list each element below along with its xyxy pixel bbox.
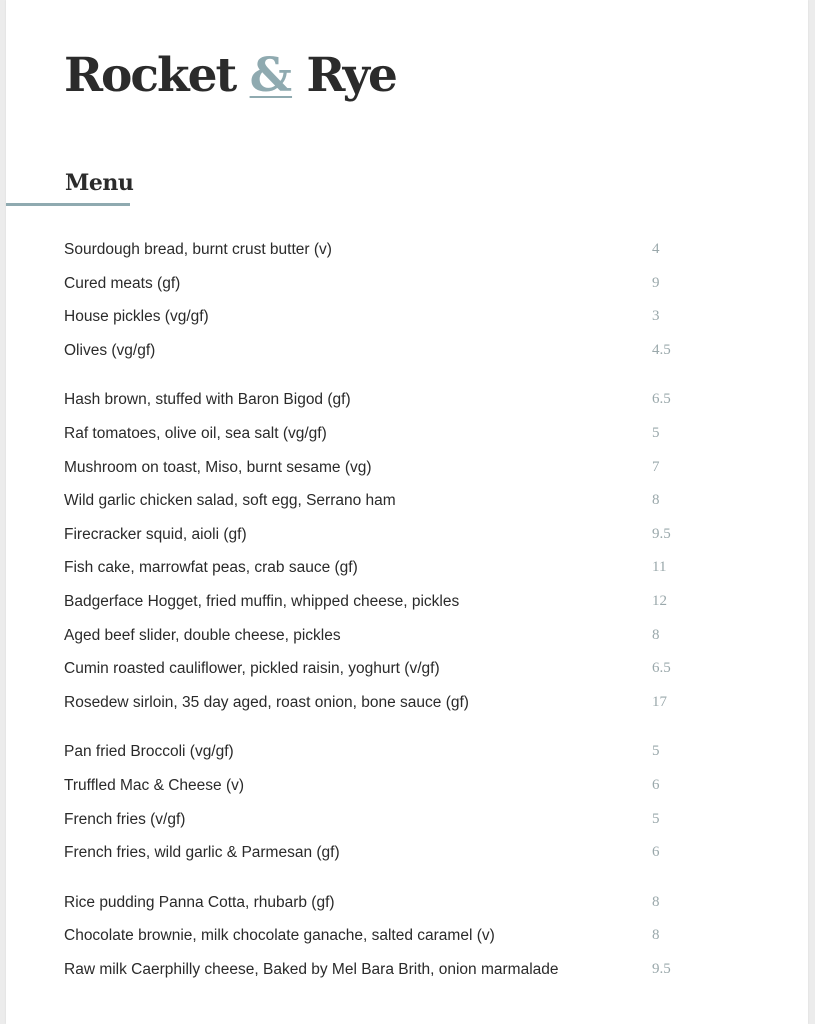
menu-item-price: 9.5 xyxy=(652,525,671,542)
menu-section xyxy=(64,886,704,987)
menu-item-price: 8 xyxy=(652,626,660,643)
menu-item-name: French fries, wild garlic & Parmesan (gf) xyxy=(64,844,340,862)
menu-item-price: 8 xyxy=(652,927,660,944)
menu-item-price: 17 xyxy=(652,693,667,710)
menu-page xyxy=(6,0,808,1024)
menu-item-price: 6 xyxy=(652,844,660,861)
menu-item-name: Aged beef slider, double cheese, pickles xyxy=(64,626,341,644)
menu-item-name: Mushroom on toast, Miso, burnt sesame (vg) xyxy=(64,458,372,476)
menu-item xyxy=(64,803,704,837)
menu-item-price: 7 xyxy=(652,458,660,475)
menu-list xyxy=(64,233,704,1002)
menu-item-price: 8 xyxy=(652,893,660,910)
menu-item-name: Wild garlic chicken salad, soft egg, Serrano ham xyxy=(64,492,396,510)
menu-section xyxy=(64,383,704,719)
menu-item-price: 6 xyxy=(652,776,660,793)
menu-item-price: 5 xyxy=(652,743,660,760)
menu-item xyxy=(64,484,704,518)
menu-item xyxy=(64,300,704,334)
menu-item-name: Rice pudding Panna Cotta, rhubarb (gf) xyxy=(64,893,335,911)
brand-ampersand: & xyxy=(249,48,293,103)
menu-item xyxy=(64,619,704,653)
menu-item-name: Raf tomatoes, olive oil, sea salt (vg/gf) xyxy=(64,424,327,442)
menu-item xyxy=(64,551,704,585)
menu-item-price: 6.5 xyxy=(652,660,671,677)
menu-item-price: 11 xyxy=(652,559,667,576)
menu-item xyxy=(64,334,704,368)
menu-item-price: 3 xyxy=(652,308,660,325)
menu-section xyxy=(64,735,704,869)
menu-item xyxy=(64,267,704,301)
menu-item xyxy=(64,417,704,451)
menu-item xyxy=(64,585,704,619)
brand-name-part1: Rocket xyxy=(64,48,236,103)
menu-item xyxy=(64,769,704,803)
menu-item-name: Fish cake, marrowfat peas, crab sauce (gf) xyxy=(64,559,358,577)
menu-item-price: 6.5 xyxy=(652,391,671,408)
menu-item-price: 9 xyxy=(652,274,660,291)
menu-item-name: Chocolate brownie, milk chocolate ganache, salted caramel (v) xyxy=(64,927,495,945)
restaurant-logo xyxy=(64,48,396,103)
menu-item xyxy=(64,886,704,920)
menu-item xyxy=(64,451,704,485)
menu-item-name: Truffled Mac & Cheese (v) xyxy=(64,776,245,794)
menu-item-name: French fries (v/gf) xyxy=(64,810,186,828)
menu-item xyxy=(64,652,704,686)
menu-item xyxy=(64,383,704,417)
menu-item-name: Cumin roasted cauliflower, pickled raisin, yoghurt (v/gf) xyxy=(64,660,440,678)
menu-item-name: Cured meats (gf) xyxy=(64,274,181,292)
menu-item xyxy=(64,919,704,953)
menu-item-name: Badgerface Hogget, fried muffin, whipped cheese, pickles xyxy=(64,592,460,610)
menu-item xyxy=(64,836,704,870)
menu-item-price: 4.5 xyxy=(652,341,671,358)
menu-item-price: 8 xyxy=(652,492,660,509)
menu-item-price: 4 xyxy=(652,241,660,257)
menu-item-price: 9.5 xyxy=(652,960,671,977)
menu-item xyxy=(64,518,704,552)
menu-item xyxy=(64,953,704,987)
menu-item-name: House pickles (vg/gf) xyxy=(64,308,209,326)
menu-item-name: Olives (vg/gf) xyxy=(64,341,156,359)
menu-item-name: Sourdough bread, burnt crust butter (v) xyxy=(64,241,332,258)
menu-item-price: 12 xyxy=(652,592,667,609)
menu-item xyxy=(64,233,704,267)
menu-item xyxy=(64,686,704,720)
menu-item xyxy=(64,735,704,769)
menu-heading-underline xyxy=(6,203,130,206)
brand-name-part2: Rye xyxy=(306,48,396,103)
menu-item-name: Raw milk Caerphilly cheese, Baked by Mel Bara Brith, onion marmalade xyxy=(64,960,559,978)
menu-item-name: Hash brown, stuffed with Baron Bigod (gf) xyxy=(64,391,351,409)
menu-section xyxy=(64,233,704,367)
menu-item-name: Firecracker squid, aioli (gf) xyxy=(64,525,247,543)
menu-item-price: 5 xyxy=(652,810,660,827)
menu-item-name: Rosedew sirloin, 35 day aged, roast onion, bone sauce (gf) xyxy=(64,693,469,711)
menu-item-price: 5 xyxy=(652,424,660,441)
menu-item-name: Pan fried Broccoli (vg/gf) xyxy=(64,743,234,761)
menu-heading: Menu xyxy=(65,170,134,196)
